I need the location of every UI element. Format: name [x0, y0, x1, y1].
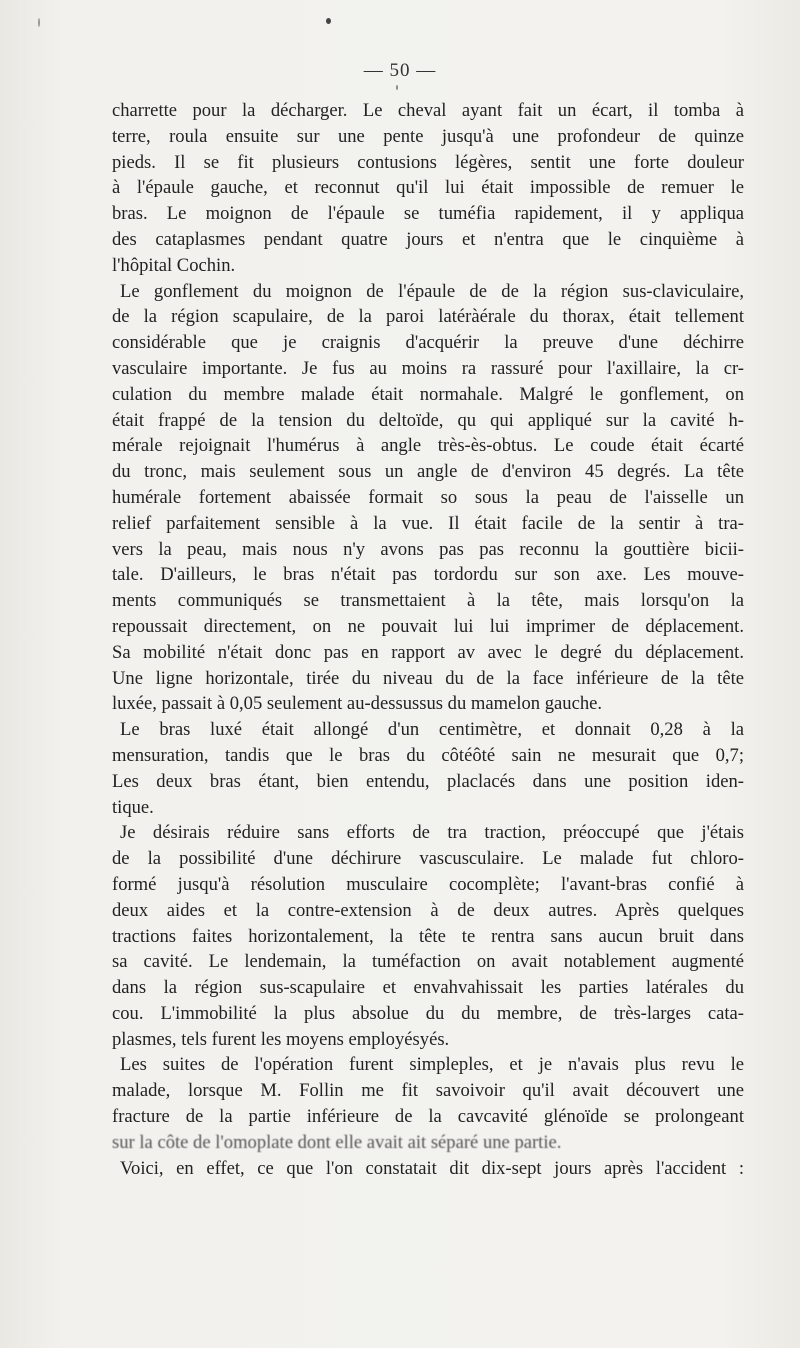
text-line: sur la côte de l'omoplate dont elle avait ait séparé une partie.: [112, 1131, 562, 1153]
text-line: Je désirais réduire sans efforts de tra traction, préoccupé que j'étais: [120, 822, 744, 844]
text-line: cou. L'immobilité la plus absolue du du membre, de très-larges cata-: [112, 1002, 744, 1024]
text-line: du tronc, mais seulement sous un angle de d'environ 45 degrés. La tête: [112, 461, 744, 483]
text-line: Les suites de l'opération furent simpleples, et je n'avais plus revu le: [120, 1054, 744, 1076]
text-line: culation du membre malade était normahale. Malgré le gonflement, on: [112, 383, 744, 405]
text-line: à l'épaule gauche, et reconnut qu'il lui était impossible de remuer le: [112, 177, 744, 199]
text-line: terre, roula ensuite sur une pente jusqu'à une profondeur de quinze: [112, 125, 744, 147]
page-number: — 50 —: [363, 60, 437, 81]
text-line: malade, lorsque M. Follin me fit savoivoir qu'il avait découvert une: [112, 1080, 744, 1102]
text-line: humérale fortement abaissée formait so sous la peau de l'aisselle un: [112, 486, 744, 508]
text-line: charrette pour la décharger. Le cheval ayant fait un écart, il tomba à: [112, 100, 744, 121]
text-line: tractions faites horizontalement, la tête te rentra sans aucun bruit dans: [112, 925, 744, 947]
text-line: dans la région sus-scapulaire et envahvahissait les parties latérales du: [112, 977, 744, 999]
text-line: tale. D'ailleurs, le bras n'était pas tordordu sur son axe. Les mouve-: [112, 564, 744, 586]
text-line: Sa mobilité n'était donc pas en rapport av avec le degré du déplacement.: [112, 641, 744, 663]
text-line: repoussait directement, on ne pouvait lui lui imprimer de déplacement.: [112, 615, 744, 637]
text-line: plasmes, tels furent les moyens employésyés.: [112, 1028, 450, 1050]
text-line: l'hôpital Cochin.: [112, 254, 236, 276]
text-line: Une ligne horizontale, tirée du niveau du de la face inférieure de la tête: [112, 667, 744, 689]
text-line: fracture de la partie inférieure de la cavcavité glénoïde se prolongeant: [112, 1106, 744, 1128]
text-line: vasculaire importante. Je fus au moins ra rassuré pour l'axillaire, la cr-: [112, 357, 744, 379]
text-line: des cataplasmes pendant quatre jours et n'entra que le cinquième à: [112, 228, 744, 250]
body-text: [112, 98, 744, 1181]
text-line: formé jusqu'à résolution musculaire cocomplète; l'avant-bras confié à: [112, 873, 744, 895]
scan-speck: [326, 18, 331, 24]
text-line: était frappé de la tension du deltoïde, qu qui appliqué sur la cavité h-: [112, 409, 744, 431]
text-line: Les deux bras étant, bien entendu, placlacés dans une position iden-: [112, 770, 744, 792]
text-line: bras. Le moignon de l'épaule se tuméfia rapidement, il y appliqua: [112, 203, 744, 225]
text-line: relief parfaitement sensible à la vue. Il était facile de la sentir à tra-: [112, 512, 744, 534]
text-line: sa cavité. Le lendemain, la tuméfaction on avait notablement augmenté: [112, 951, 744, 973]
text-line: deux aides et la contre-extension à de deux autres. Après quelques: [112, 899, 744, 921]
text-line: de la région scapulaire, de la paroi latéràérale du thorax, était tellement: [112, 306, 744, 328]
text-line: Le gonflement du moignon de l'épaule de de la région sus-claviculaire,: [120, 280, 744, 302]
text-line: pieds. Il se fit plusieurs contusions légères, sentit une forte douleur: [112, 151, 744, 173]
scan-speck: [38, 18, 40, 27]
scan-speck: [396, 85, 398, 90]
text-line: de la possibilité d'une déchirure vascusculaire. Le malade fut chloro-: [112, 848, 744, 870]
text-line: Le bras luxé était allongé d'un centimètre, et donnait 0,28 à la: [120, 719, 744, 741]
text-line: considérable que je craignis d'acquérir la preuve d'une déchirre: [112, 332, 744, 354]
text-line: luxée, passait à 0,05 seulement au-dessussus du mamelon gauche.: [112, 693, 603, 715]
text-line: vers la peau, mais nous n'y avons pas pas reconnu la gouttière bicii-: [112, 538, 744, 560]
text-line: mensuration, tandis que le bras du côtéôté sain ne mesurait que 0,7;: [112, 744, 744, 766]
text-line: mérale rejoignait l'humérus à angle très-ès-obtus. Le coude était écarté: [112, 435, 744, 457]
text-line: Voici, en effet, ce que l'on constatait dit dix-sept jours après l'accident :: [120, 1157, 744, 1179]
text-line: ments communiqués se transmettaient à la tête, mais lorsqu'on la: [112, 590, 744, 612]
text-line: tique.: [112, 796, 154, 818]
